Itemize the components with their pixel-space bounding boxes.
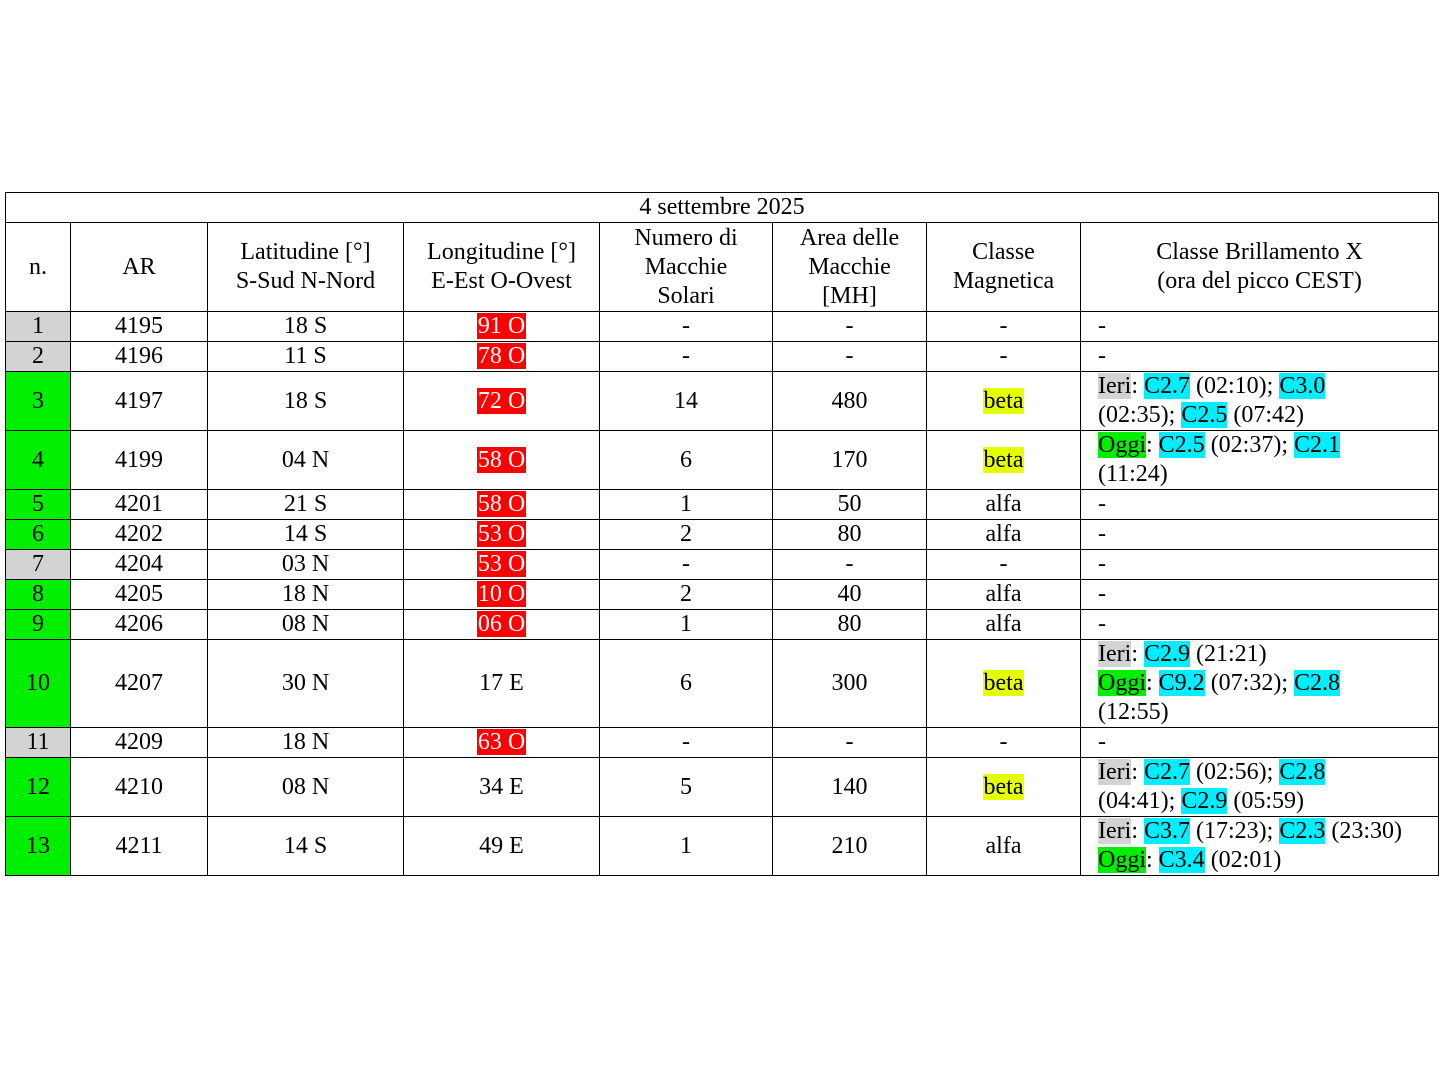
row-number: 7 <box>6 550 71 580</box>
row-sunspot-number: 6 <box>600 431 773 490</box>
row-ar: 4195 <box>71 312 208 342</box>
row-flares: - <box>1081 520 1439 550</box>
row-ar: 4204 <box>71 550 208 580</box>
row-number: 2 <box>6 342 71 372</box>
table-row <box>6 817 1439 876</box>
table-row <box>6 550 1439 580</box>
row-sunspot-number: 1 <box>600 817 773 876</box>
row-magnetic-class: beta <box>927 758 1081 817</box>
row-sunspot-number: - <box>600 342 773 372</box>
row-latitude: 08 N <box>208 610 404 640</box>
row-ar: 4201 <box>71 490 208 520</box>
row-latitude: 18 S <box>208 312 404 342</box>
row-number: 13 <box>6 817 71 876</box>
row-number: 6 <box>6 520 71 550</box>
row-ar: 4196 <box>71 342 208 372</box>
table-row <box>6 431 1439 490</box>
row-flares: - <box>1081 728 1439 758</box>
row-longitude: 17 E <box>404 640 600 728</box>
row-longitude: 06 O <box>404 610 600 640</box>
row-number: 12 <box>6 758 71 817</box>
row-longitude: 53 O <box>404 550 600 580</box>
row-sunspot-area: 80 <box>773 520 927 550</box>
row-sunspot-area: 80 <box>773 610 927 640</box>
row-sunspot-area: 170 <box>773 431 927 490</box>
row-sunspot-number: - <box>600 550 773 580</box>
row-flares: Oggi: C2.5 (02:37); C2.1 (11:24) <box>1081 431 1439 490</box>
row-sunspot-area: - <box>773 728 927 758</box>
row-longitude: 72 O <box>404 372 600 431</box>
row-longitude: 53 O <box>404 520 600 550</box>
row-magnetic-class: - <box>927 550 1081 580</box>
row-sunspot-number: 14 <box>600 372 773 431</box>
row-latitude: 11 S <box>208 342 404 372</box>
row-number: 9 <box>6 610 71 640</box>
row-magnetic-class: - <box>927 728 1081 758</box>
row-latitude: 08 N <box>208 758 404 817</box>
row-latitude: 18 N <box>208 580 404 610</box>
row-longitude: 49 E <box>404 817 600 876</box>
row-ar: 4205 <box>71 580 208 610</box>
row-magnetic-class: - <box>927 312 1081 342</box>
row-magnetic-class: alfa <box>927 520 1081 550</box>
row-latitude: 14 S <box>208 817 404 876</box>
row-flares: - <box>1081 550 1439 580</box>
row-sunspot-number: 6 <box>600 640 773 728</box>
header-longitude: Longitudine [°] E-Est O-Ovest <box>404 223 600 312</box>
row-flares: Ieri: C2.7 (02:10); C3.0 (02:35); C2.5 (07:42) <box>1081 372 1439 431</box>
row-number: 8 <box>6 580 71 610</box>
row-ar: 4210 <box>71 758 208 817</box>
table-row <box>6 520 1439 550</box>
row-longitude: 58 O <box>404 490 600 520</box>
row-magnetic-class: beta <box>927 372 1081 431</box>
header-ar: AR <box>71 223 208 312</box>
header-flare-class: Classe Brillamento X (ora del picco CEST) <box>1081 223 1439 312</box>
row-number: 5 <box>6 490 71 520</box>
table-row <box>6 758 1439 817</box>
row-number: 1 <box>6 312 71 342</box>
row-magnetic-class: alfa <box>927 610 1081 640</box>
header-sunspot-area: Area delle Macchie [MH] <box>773 223 927 312</box>
row-flares: Ieri: C2.7 (02:56); C2.8 (04:41); C2.9 (05:59) <box>1081 758 1439 817</box>
row-sunspot-number: 2 <box>600 520 773 550</box>
row-sunspot-area: 50 <box>773 490 927 520</box>
table-row <box>6 728 1439 758</box>
row-longitude: 63 O <box>404 728 600 758</box>
row-flares: Ieri: C2.9 (21:21) Oggi: C9.2 (07:32); C2.8 (12:55) <box>1081 640 1439 728</box>
row-flares: - <box>1081 490 1439 520</box>
row-ar: 4197 <box>71 372 208 431</box>
row-magnetic-class: beta <box>927 640 1081 728</box>
table-row <box>6 490 1439 520</box>
row-sunspot-number: 1 <box>600 490 773 520</box>
row-latitude: 30 N <box>208 640 404 728</box>
row-ar: 4209 <box>71 728 208 758</box>
row-latitude: 03 N <box>208 550 404 580</box>
row-flares: - <box>1081 580 1439 610</box>
header-magnetic-class: Classe Magnetica <box>927 223 1081 312</box>
row-flares: - <box>1081 342 1439 372</box>
row-number: 11 <box>6 728 71 758</box>
row-ar: 4211 <box>71 817 208 876</box>
table-row <box>6 342 1439 372</box>
table-row <box>6 372 1439 431</box>
row-magnetic-class: beta <box>927 431 1081 490</box>
row-ar: 4206 <box>71 610 208 640</box>
row-latitude: 18 N <box>208 728 404 758</box>
row-sunspot-area: - <box>773 550 927 580</box>
row-ar: 4199 <box>71 431 208 490</box>
header-latitude: Latitudine [°] S-Sud N-Nord <box>208 223 404 312</box>
row-sunspot-area: - <box>773 312 927 342</box>
row-longitude: 58 O <box>404 431 600 490</box>
row-number: 10 <box>6 640 71 728</box>
row-sunspot-area: 300 <box>773 640 927 728</box>
table-date-title: 4 settembre 2025 <box>6 193 1439 223</box>
row-latitude: 14 S <box>208 520 404 550</box>
row-ar: 4202 <box>71 520 208 550</box>
header-row <box>6 223 1439 312</box>
row-sunspot-number: 1 <box>600 610 773 640</box>
row-longitude: 10 O <box>404 580 600 610</box>
row-magnetic-class: - <box>927 342 1081 372</box>
sunspot-table <box>5 192 1439 876</box>
row-number: 3 <box>6 372 71 431</box>
row-sunspot-area: 210 <box>773 817 927 876</box>
row-number: 4 <box>6 431 71 490</box>
row-latitude: 18 S <box>208 372 404 431</box>
row-latitude: 04 N <box>208 431 404 490</box>
row-sunspot-area: 40 <box>773 580 927 610</box>
header-n: n. <box>6 223 71 312</box>
row-sunspot-area: - <box>773 342 927 372</box>
table-row <box>6 640 1439 728</box>
row-sunspot-number: 2 <box>600 580 773 610</box>
table-row <box>6 312 1439 342</box>
row-longitude: 91 O <box>404 312 600 342</box>
row-sunspot-area: 480 <box>773 372 927 431</box>
row-sunspot-number: - <box>600 312 773 342</box>
row-ar: 4207 <box>71 640 208 728</box>
row-longitude: 78 O <box>404 342 600 372</box>
row-magnetic-class: alfa <box>927 490 1081 520</box>
row-sunspot-number: 5 <box>600 758 773 817</box>
row-magnetic-class: alfa <box>927 817 1081 876</box>
row-sunspot-number: - <box>600 728 773 758</box>
row-flares: Ieri: C3.7 (17:23); C2.3 (23:30) Oggi: C3.4 (02:01) <box>1081 817 1439 876</box>
table-row <box>6 580 1439 610</box>
header-sunspot-number: Numero di Macchie Solari <box>600 223 773 312</box>
row-magnetic-class: alfa <box>927 580 1081 610</box>
row-latitude: 21 S <box>208 490 404 520</box>
table-row <box>6 610 1439 640</box>
row-flares: - <box>1081 610 1439 640</box>
row-longitude: 34 E <box>404 758 600 817</box>
row-sunspot-area: 140 <box>773 758 927 817</box>
row-flares: - <box>1081 312 1439 342</box>
